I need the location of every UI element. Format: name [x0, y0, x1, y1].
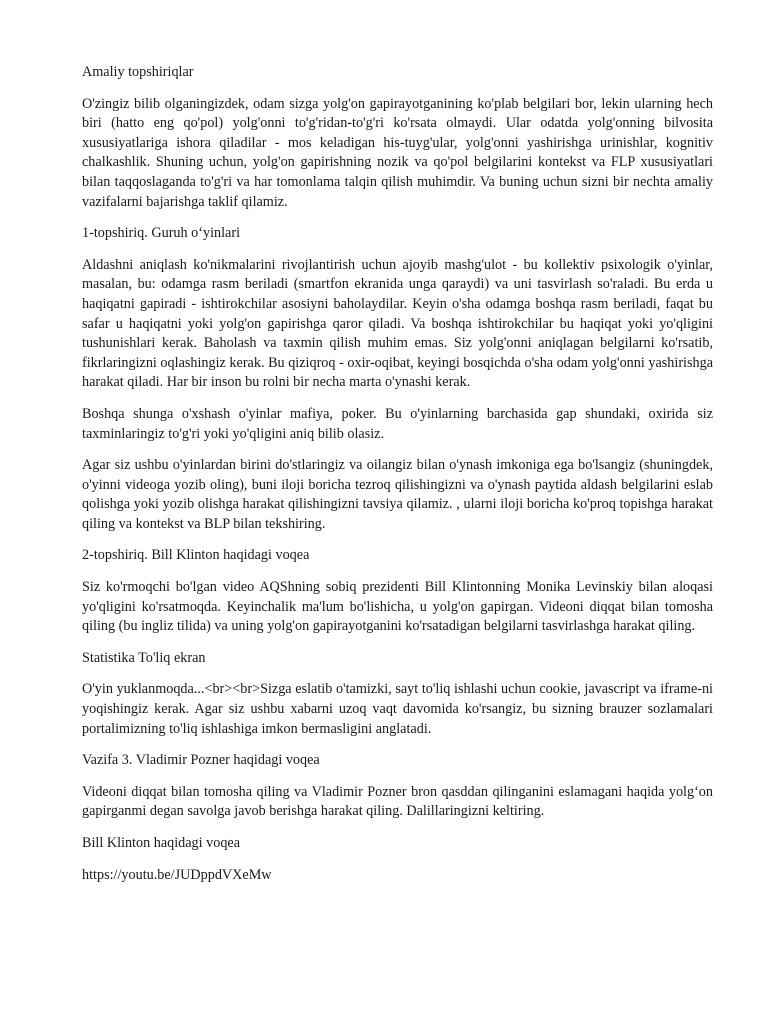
task3-heading: Vazifa 3. Vladimir Pozner haqidagi voqea [82, 752, 320, 769]
task1-paragraph-2: Boshqa shunga o'xshash o'yinlar mafiya, poker. Bu o'yinlarning barchasida gap shundaki, oxirida siz taxminlaringiz to'g'ri yoki yo'qligini aniq bilib olasiz. [82, 405, 713, 442]
document-page [82, 63, 713, 897]
footer-heading: Bill Klinton haqidagi voqea [82, 835, 241, 851]
stats-line: Statistika To'liq ekran [82, 649, 206, 666]
task1-heading: 1-topshiriq. Guruh o‘yinlari [82, 225, 241, 242]
task3-paragraph: Videoni diqqat bilan tomosha qiling va Vladimir Pozner bron qasddan qilinganini eslamagani haqida yolg‘on gapirganmi degan savolga javob berishga harakat qiling. Dalillaringizni keltiring. [82, 783, 713, 820]
video-link[interactable]: https://youtu.be/JUDppdVXeMw [82, 866, 272, 883]
document-title: Amaliy topshiriqlar [82, 64, 194, 80]
task2-paragraph: Siz ko'rmoqchi bo'lgan video AQShning sobiq prezidenti Bill Klintonning Monika Levinskiy bilan aloqasi yo'qligini ko'rsatmoqda. Keyinchalik ma'lum bo'lishicha, u yolg'on gapirgan. Videoni diqqat bilan tomosha qiling (bu ingliz tilida) va uning yolg'on gapirayotganini ko'rsatadigan belgilarni tasvirlashga harakat qiling. [82, 579, 713, 635]
task1-paragraph-3: Agar siz ushbu o'yinlardan birini do'stlaringiz va oilangiz bilan o'ynash imkoniga ega bo'lsangiz (shuningdek, o'yinni videoga yozib oling), buni iloji boricha tezroq qilishingizni va o'ynash paytida aldash belgilarini eslab qolishga yoki yozib olishga harakat qilishingizni tavsiya qilamiz. , ularni iloji boricha ko'proq topishga harakat qiling va kontekst va BLP bilan tekshiring. [82, 457, 713, 532]
task2-heading: 2-topshiriq. Bill Klinton haqidagi voqea [82, 547, 310, 564]
loading-paragraph: O'yin yuklanmoqda...<br><br>Sizga eslatib o'tamizki, sayt to'liq ishlashi uchun cookie, javascript va iframe-ni yoqishingiz kerak. Agar siz ushbu xabarni uzoq vaqt davomida ko'rsangiz, bu sizning brauzer sozlamalari portalimizning to'liq ishlashiga imkon bermasligini anglatadi. [82, 681, 713, 737]
task1-paragraph-1: Aldashni aniqlash ko'nikmalarini rivojlantirish uchun ajoyib mashg'ulot - bu kollektiv psixologik o'yinlar, masalan, bu: odamga rasm beriladi (smartfon ekranida unga qaraydi) va uni tasvirlash so'raladi. Bu erda u haqiqatni gapiradi - ishtirokchilar asosiyni baholaydilar. Keyin o'sha odamga boshqa rasm beriladi, faqat bu safar u haqiqatni yoki yolg'on gapirishga qaror qiladi. Va boshqa ishtirokchilar bu haqiqat yoki yo'qligini tushunishlari kerak. Baholash va taxmin qilish muhim emas. Siz yolg'onni aniqlagan belgilarni ko'rsatib, fikrlaringizni oqlashingiz kerak. Bu qiziqroq - oxir-oqibat, keyingi bosqichda o'sha odam yolg'onni yashirishga harakat qiladi. Har bir inson bu rolni bir necha marta o'ynashi kerak. [82, 256, 713, 391]
intro-paragraph: O'zingiz bilib olganingizdek, odam sizga yolg'on gapirayotganining ko'plab belgilari bor, lekin ularning hech biri (hatto eng qo'pol) yolg'onni to'g'ridan-to'g'ri ko'rsata olmaydi. Ular odatda yolg'onning bilvosita xususiyatlariga ishora qiladilar - mos keladigan his-tuyg'ular, yolg'onni yashirishga urinishlar, kognitiv chalkashlik. Shuning uchun, yolg'on gapirishning nozik va qo'pol belgilarini kontekst va FLP xususiyatlari bilan taqqoslaganda to'g'ri va har tomonlama talqin qilish muhimdir. Va buning uchun sizni bir nechta amaliy vazifalarni bajarishga taklif qilamiz. [82, 95, 713, 210]
